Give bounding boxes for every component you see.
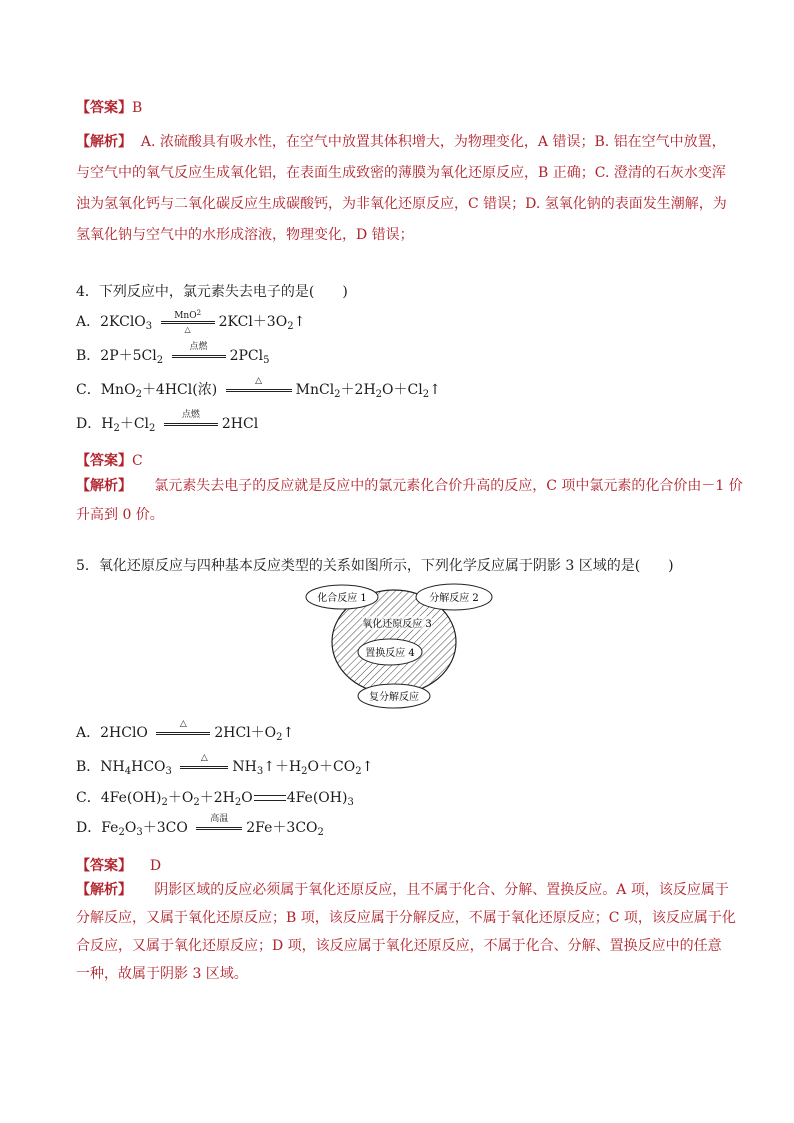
reaction-condition: 点燃 [162, 414, 220, 434]
q3-analysis-line-1: 【解析】 A. 浓硫酸具有吸水性，在空气中放置其体积增大，为物理变化，A 错误；B. 铝在空气中放置， [76, 134, 726, 150]
decomposition-label: 分解反应 2 [429, 593, 479, 604]
q4-option-d: D．$H_2+Cl_2$ 点燃 2HCl [76, 410, 259, 434]
q4-option-c: C．MnO$_2$＋4HCl(浓) △ $MnCl_2+2H_2O+Cl_2↑$ [76, 376, 441, 400]
answer-tag: 【答案】 [76, 100, 132, 116]
answer-value: B [132, 100, 143, 116]
reaction-condition: △ [178, 757, 230, 777]
reaction-condition: △ [154, 723, 212, 743]
q4-analysis-line-1: 【解析】 氯元素失去电子的反应就是反应中的氯元素化合价升高的反应，C 项中氯元素的化合价由－1 价 [76, 478, 743, 494]
reaction-condition: MnO$^2$ △ [159, 312, 217, 332]
q3-analysis-line-3: 浊为氢氧化钙与二氧化碳反应生成碳酸钙，为非氧化还原反应，C 错误；D. 氢氧化钠的表面发生潮解，为 [76, 196, 727, 212]
q5-option-a: A．2HClO △ $2HCl+O_2↑$ [76, 719, 295, 743]
q5-stem: 5．氧化还原反应与四种基本反应类型的关系如图所示，下列化学反应属于阴影 3 区域的是( ) [76, 558, 674, 574]
reaction-condition: 高温 [194, 818, 244, 838]
q5-analysis-line-3: 合反应，又属于氧化还原反应；D 项，该反应属于氧化还原反应，不属于化合、分解、置换反应中的任意 [76, 938, 722, 954]
reaction-condition: 点燃 [170, 346, 228, 366]
reaction-type-venn-diagram [300, 580, 500, 710]
q4-answer: 【答案】C [76, 453, 143, 469]
q4-analysis-line-2: 升高到 0 价。 [76, 507, 164, 523]
q5-analysis-line-2: 分解反应，又属于氧化还原反应；B 项，该反应属于分解反应，不属于氧化还原反应；C 项，该反应属于化 [76, 910, 736, 926]
q5-option-d: D．$Fe_2O_3+3CO$ 高温 $2Fe+3CO_2$ [76, 814, 324, 838]
q3-answer [76, 98, 142, 118]
q5-option-b: B．$NH_4HCO_3$ △ $NH_3↑+H_2O+CO_2↑$ [76, 753, 374, 777]
double-decomposition-label: 复分解反应 [369, 692, 419, 703]
redox-label: 氧化还原反应 3 [362, 619, 432, 630]
q5-analysis-line-1: 【解析】 阴影区域的反应必须属于氧化还原反应，且不属于化合、分解、置换反应。A 项，该反应属于 [76, 882, 729, 898]
q5-answer: 【答案】 D [76, 858, 162, 874]
q5-option-c: C．$4Fe(OH)_2+O_2+2H_2O$ $4Fe(OH)_3$ [76, 790, 354, 808]
combination-label: 化合反应 1 [317, 593, 367, 604]
reaction-condition: △ [224, 380, 294, 400]
q3-analysis-line-2: 与空气中的氧气反应生成氧化铝，在表面生成致密的薄膜为氧化还原反应，B 正确；C. 澄清的石灰水变浑 [76, 165, 726, 181]
q4-option-a: A．2KClO$_3$ MnO$^2$ △ $2KCl+3O_2↑$ [76, 309, 306, 334]
q5-analysis-line-4: 一种，故属于阴影 3 区域。 [76, 966, 248, 982]
displacement-label: 置换反应 4 [365, 648, 415, 659]
q4-option-b: B．$2P+5Cl_2$ 点燃 2PCl$_5$ [76, 342, 270, 366]
q3-analysis-line-4: 氢氧化钠与空气中的水形成溶液，物理变化，D 错误； [76, 227, 414, 243]
equals-sign [254, 795, 286, 801]
analysis-tag: 【解析】 [76, 134, 132, 150]
q4-stem: 4．下列反应中，氯元素失去电子的是( ) [76, 284, 348, 300]
